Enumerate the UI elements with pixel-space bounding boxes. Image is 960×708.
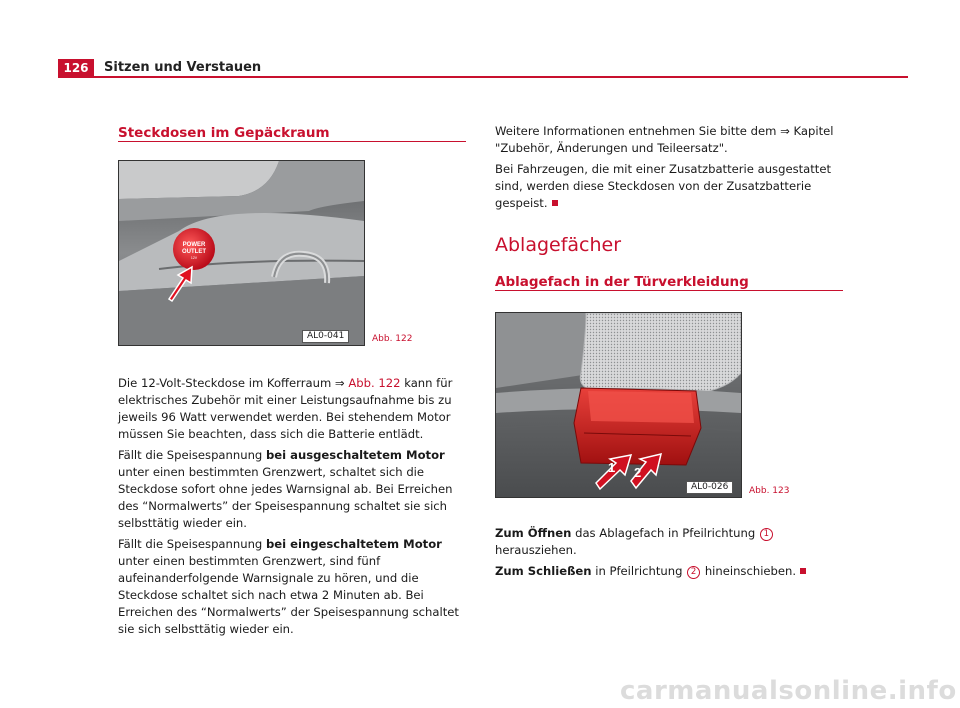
p2-text-b: unter einen bestimmten Grenzwert, schaltet sich die Steckdose sofort ohne jedes Warnsignal ab. Bei Erreichen des “Normalwerts” der Speisespannung schaltet sie sich selbsttätig wieder ein.	[118, 465, 453, 530]
left-body-text	[118, 375, 466, 638]
end-marker-icon	[552, 200, 558, 206]
close-bold: Zum Schließen	[495, 564, 592, 578]
paragraph-1	[118, 375, 466, 443]
paragraph-info: Weitere Informationen entnehmen Sie bitte dem ⇒ Kapitel "Zubehör, Änderungen und Teileersatz".	[495, 124, 834, 155]
figure-power-outlet	[118, 160, 365, 346]
figure-ref-link[interactable]: Abb. 122	[348, 376, 401, 390]
page-number: 126	[58, 59, 94, 77]
section-title-steckdosen: Steckdosen im Gepäckraum	[118, 125, 330, 141]
p1-text-a: Die 12-Volt-Steckdose im Kofferraum ⇒	[118, 376, 345, 390]
p1-text-b: kann für elektrisches Zubehör mit einer Leistungsaufnahme bis zu jeweils 96 Watt verwendet werden. Bei stehendem Motor müssen Sie beachten, dass sich die Batterie entlädt.	[118, 376, 453, 441]
outlet-label-voltage: 12V	[190, 256, 198, 260]
figure-code: AL0-026	[686, 481, 733, 494]
right-intro-text	[495, 123, 843, 212]
section-title-tuerverkleidung: Ablagefach in der Türverkleidung	[495, 274, 749, 290]
open-text-b: herausziehen.	[495, 543, 577, 557]
paragraph-battery	[495, 161, 843, 212]
section-rule	[495, 290, 843, 291]
outlet-label-outlet: OUTLET	[182, 249, 206, 255]
p-battery-text: Bei Fahrzeugen, die mit einer Zusatzbatterie ausgestattet sind, werden diese Steckdosen von der Zusatzbatterie gespeist.	[495, 162, 832, 210]
arrow-1-label: 1	[608, 460, 616, 475]
step-1-badge: 1	[760, 528, 773, 541]
end-marker-icon	[800, 568, 806, 574]
heading-ablagefaecher: Ablagefächer	[495, 234, 622, 256]
p3-text-b: unter einen bestimmten Grenzwert, sind fünf aufeinanderfolgende Warnsignale zu hören, und die Steckdose schaltet sich nach etwa 2 Minuten ab. Bei Erreichen des “Normalwerts” der Speisespannung schaltet sie sich selbsttätig wieder ein.	[118, 554, 459, 636]
open-text-a: das Ablagefach in Pfeilrichtung	[575, 526, 756, 540]
figure-caption: Abb. 123	[749, 486, 790, 496]
instruction-open	[495, 525, 843, 559]
instruction-close	[495, 563, 843, 580]
arrow-2-label: 2	[634, 465, 642, 480]
paragraph-2	[118, 447, 466, 532]
header-rule	[58, 76, 908, 78]
open-bold: Zum Öffnen	[495, 526, 572, 540]
close-text-b: hineinschieben.	[704, 564, 797, 578]
outlet-label-power: POWER	[182, 242, 206, 248]
paragraph-3	[118, 536, 466, 638]
right-instructions	[495, 525, 843, 580]
figure-door-compartment	[495, 312, 742, 498]
section-rule	[118, 141, 466, 142]
close-text-a: in Pfeilrichtung	[595, 564, 683, 578]
p2-text-a: Fällt die Speisespannung	[118, 448, 263, 462]
power-outlet-photo	[119, 161, 364, 345]
chapter-title: Sitzen und Verstauen	[104, 60, 262, 75]
figure-caption: Abb. 122	[372, 334, 413, 344]
step-2-badge: 2	[687, 566, 700, 579]
p2-bold: bei ausgeschaltetem Motor	[265, 448, 445, 462]
p3-text-a: Fällt die Speisespannung	[118, 537, 263, 551]
figure-code: AL0-041	[302, 330, 349, 343]
watermark: carmanualsonline.info	[620, 676, 957, 706]
p3-bold: bei eingeschaltetem Motor	[265, 537, 442, 551]
door-compartment-photo	[496, 313, 741, 497]
